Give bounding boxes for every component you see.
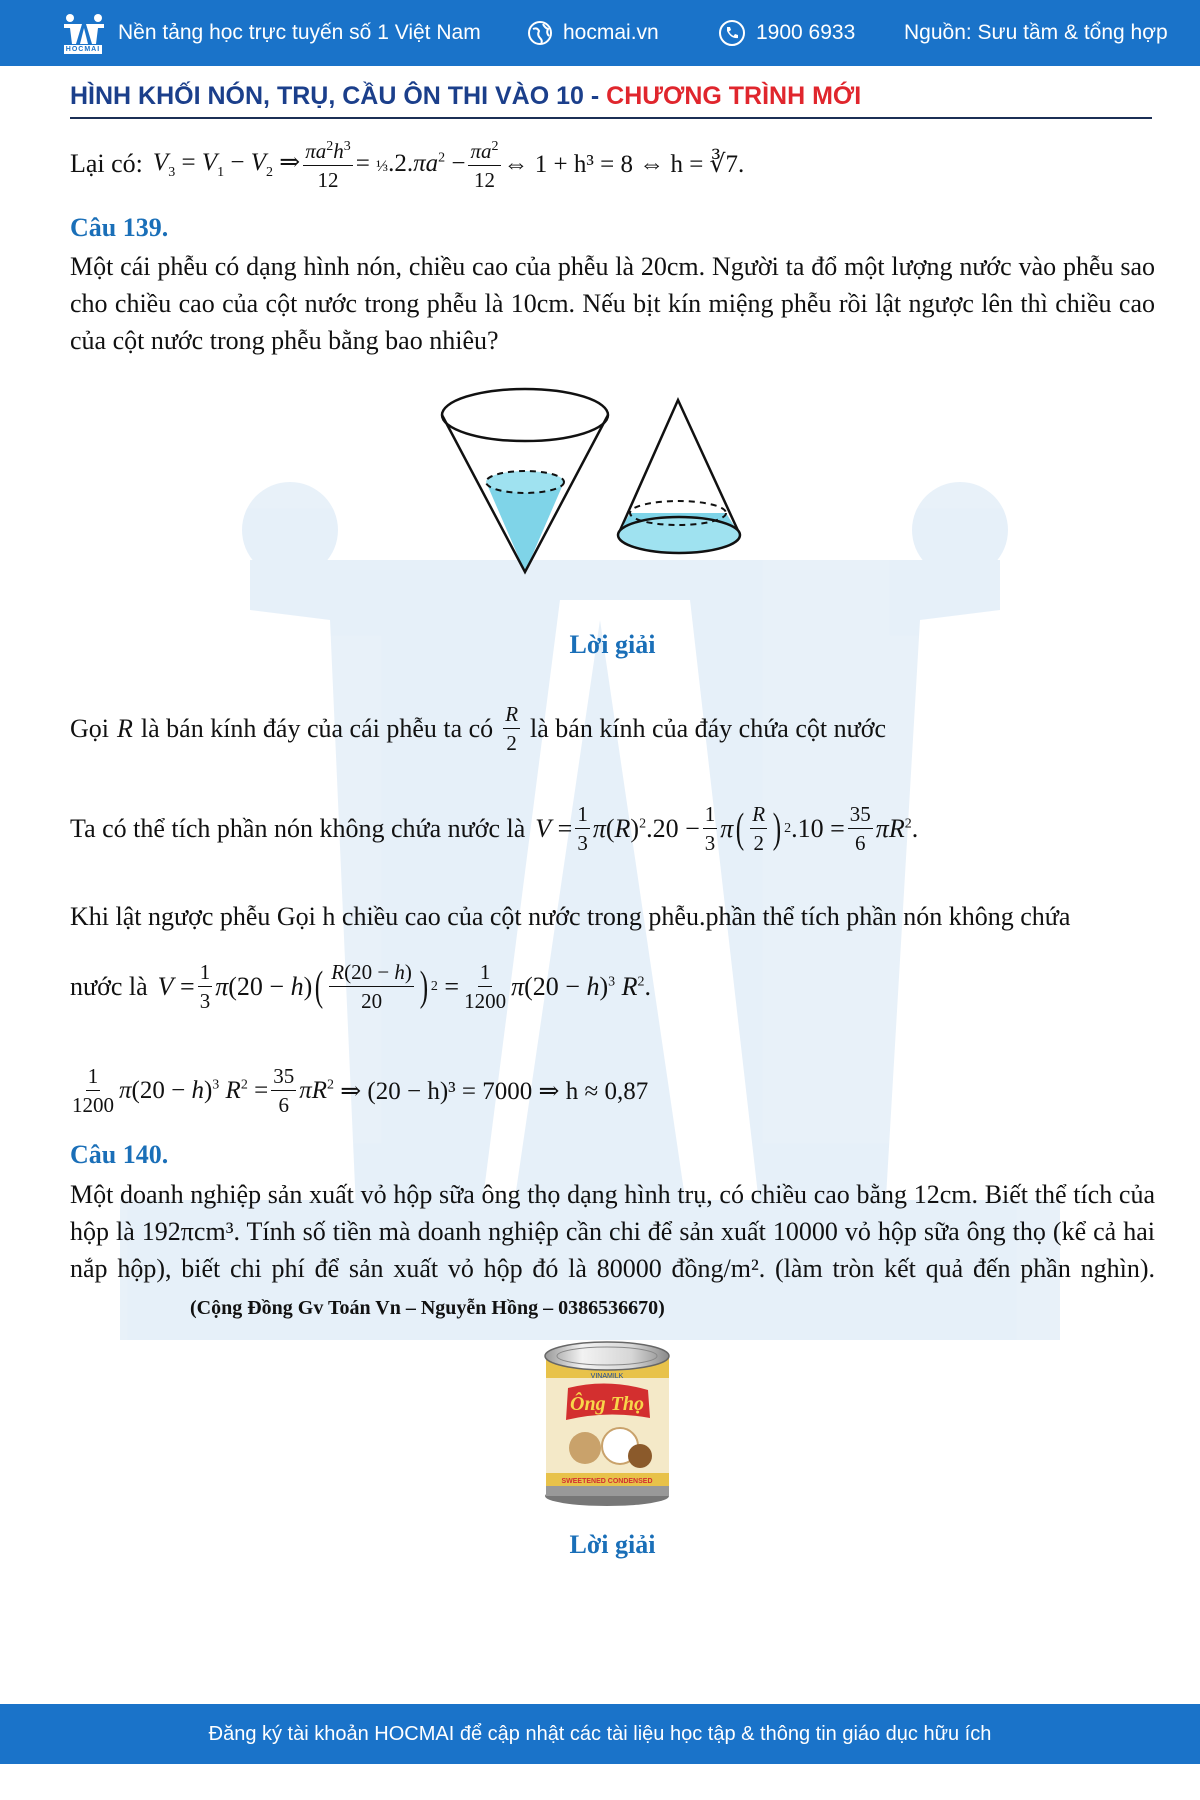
page-title xyxy=(70,82,1152,111)
solution-line-2: Ta có thể tích phần nón không chứa nước là V = $\frac{1}{3}$ $\pi(R)^2.20$ − $\frac{1}{3}$ π ( $\frac{R}{2}$ ) 2 .10 = $\frac{35}{6}$ $\pi R^2$. xyxy=(70,802,919,855)
question-140-credit: (Cộng Đồng Gv Toán Vn – Nguyễn Hồng – 0386536670) xyxy=(190,1297,665,1319)
solution-1b: là bán kính đáy của cái phễu ta có xyxy=(140,713,494,743)
logo-tag: HOCMAI xyxy=(65,46,101,53)
intro-result: ⇔ 1 + h³ = 8 ⇔ h = ∛7. xyxy=(503,150,745,178)
solution-2a: Ta có thể tích phần nón không chứa nước là xyxy=(70,813,526,843)
intro-prefix: Lại có: xyxy=(70,148,143,178)
solution-result: ⇒ (20 − h)³ = 7000 ⇒ h ≈ 0,87 xyxy=(340,1077,649,1105)
solution-1a: Gọi xyxy=(70,713,109,743)
milk-can-image xyxy=(540,1338,675,1510)
header-source-text: Nguồn: Sưu tầm & tổng hợp xyxy=(904,21,1168,44)
intro-formula: Lại có: $V_3 = V_1 - V_2$ ⇒ $\frac{\pi a^2h^3}{12}$ = $\frac{1}{3}.2.\pi a^2$ − $\frac{\pi a^2}{12}$ ⇔ 1 + h³ = 8 ⇔ h = ∛7. xyxy=(70,133,744,194)
inverted-cone xyxy=(618,400,740,553)
solution-1c: là bán kính của đáy chứa cột nước xyxy=(530,713,886,743)
globe-icon xyxy=(527,20,553,46)
footer-text[interactable]: Đăng ký tài khoản HOCMAI để cập nhật các tài liệu học tập & thông tin giáo dục hữu ích xyxy=(208,1723,992,1745)
question-140-text xyxy=(70,1176,1155,1327)
question-139-solution-heading: Lời giải xyxy=(569,630,656,659)
header-slogan-group xyxy=(62,0,481,66)
phone-icon xyxy=(718,19,746,47)
footer-bar[interactable] xyxy=(0,1704,1200,1764)
question-139-text: Một cái phễu có dạng hình nón, chiều cao của phễu là 20cm. Người ta đổ một lượng nước vào phễu sao cho chiều cao của cột nước trong phễu là 10cm. Nếu bịt kín miệng phễu rồi lật ngược lên thì chiều cao của cột nước trong phễu bằng bao nhiêu? xyxy=(70,252,1155,355)
header-bar xyxy=(0,0,1200,66)
solution-line-5: $\frac{1}{1200}$ $\pi(20 - h)^3$ $R^2$ = $\frac{35}{6}$ $\pi R^2$ ⇒ (20 − h)³ = 7000 ⇒ h ≈ 0,87 xyxy=(72,1064,649,1117)
question-140-solution-heading: Lời giải xyxy=(569,1530,656,1559)
header-hotline-group[interactable] xyxy=(718,0,855,66)
question-139-label: Câu 139. xyxy=(70,213,169,242)
can-label: Ông Thọ xyxy=(570,1393,644,1415)
header-website-group[interactable] xyxy=(527,0,659,66)
solution-line-1: Gọi R là bán kính đáy của cái phễu ta có $\frac{R}{2}$ là bán kính của đáy chứa cột nước xyxy=(70,702,886,755)
header-source xyxy=(904,0,1168,66)
page-title-main: HÌNH KHỐI NÓN, TRỤ, CẦU ÔN THI VÀO 10 xyxy=(70,82,584,110)
page-title-highlight: CHƯƠNG TRÌNH MỚI xyxy=(606,82,862,110)
title-divider xyxy=(70,117,1152,119)
question-140-body: Một doanh nghiệp sản xuất vỏ hộp sữa ông thọ dạng hình trụ, có chiều cao bằng 12cm. Biết thể tích của hộp là 192πcm³. Tính số tiền mà doanh nghiệp cần chi để sản xuất 10000 vỏ hộp sữa ông thọ (kể cả hai nắp hộp), biết chi phí để sản xuất vỏ hộp đó là 80000 đồng/m². (làm tròn kết quả đến phần nghìn). xyxy=(70,1180,1155,1283)
can-subtitle: SWEETENED CONDENSED xyxy=(561,1478,653,1485)
hocmai-logo-icon xyxy=(62,12,106,54)
question-140-label: Câu 140. xyxy=(70,1140,169,1169)
can-brand: VINAMILK xyxy=(590,1373,624,1380)
solution-line-4: nước là V = $\frac{1}{3}$ π(20 − h) ( $\frac{R(20 - h)}{20}$ ) 2 = $\frac{1}{1200}$ $\pi(20 - h)^3$ $R^2$. xyxy=(70,960,652,1013)
page-title-separator: - xyxy=(583,82,607,110)
solution-line-3: Khi lật ngược phễu Gọi h chiều cao của cột nước trong phễu.phần thể tích phần nón không chứa xyxy=(70,902,1071,931)
header-hotline[interactable]: 1900 6933 xyxy=(756,21,856,44)
solution-4a: nước là xyxy=(70,971,148,1001)
funnel-cone xyxy=(442,389,608,572)
header-website[interactable]: hocmai.vn xyxy=(563,21,659,44)
funnel-cones-figure xyxy=(440,385,770,585)
header-slogan: Nền tảng học trực tuyến số 1 Việt Nam xyxy=(118,21,481,44)
